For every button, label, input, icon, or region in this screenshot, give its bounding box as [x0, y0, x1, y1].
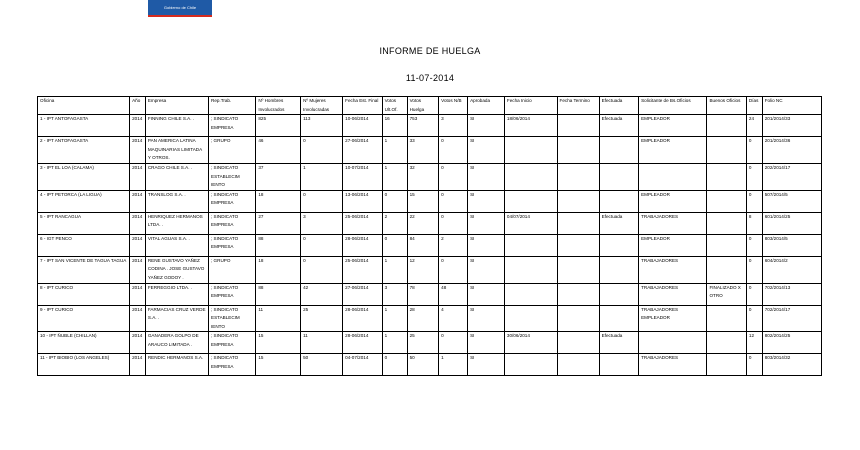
table-cell: GANADERA GOLPO DE ARAUCO LIMITADA .	[145, 332, 208, 354]
table-cell: 0	[439, 212, 468, 234]
table-cell: 0	[746, 163, 762, 190]
table-cell: 13-06/2014	[343, 190, 382, 212]
table-cell: 9 - IPT CURICO	[38, 305, 130, 332]
table-row	[38, 354, 822, 376]
table-cell: 27	[256, 212, 301, 234]
table-cell: 28-06/2014	[343, 305, 382, 332]
table-cell: 0	[301, 256, 343, 283]
table-cell: 0	[746, 354, 762, 376]
table-cell: ; GRUPO	[209, 256, 256, 283]
table-row	[38, 115, 822, 137]
column-header: Votos N/B	[439, 97, 468, 115]
table-cell	[599, 234, 638, 256]
table-cell	[707, 256, 746, 283]
table-cell: PAN AMERICA LATINA MAQUINARIAS LIMITADA Y OTROS.	[145, 137, 208, 164]
table-cell: 22	[407, 212, 439, 234]
table-cell: RENDIC HERMANOS S.A.	[145, 354, 208, 376]
table-cell	[557, 115, 599, 137]
table-cell: SI	[468, 332, 505, 354]
table-cell: 3 - IPT EL LOA (CALAMA)	[38, 163, 130, 190]
table-row	[38, 283, 822, 305]
table-cell: 0	[439, 256, 468, 283]
table-cell: Efectuada	[599, 115, 638, 137]
table-cell: 202/2014/17	[762, 163, 821, 190]
table-cell: 0	[301, 137, 343, 164]
table-cell: SI	[468, 163, 505, 190]
table-cell: 113	[301, 115, 343, 137]
table-cell: 28-06/2014	[343, 234, 382, 256]
table-cell	[504, 256, 557, 283]
table-cell: 2014	[130, 305, 146, 332]
table-cell: 78	[407, 283, 439, 305]
table-cell: 0	[746, 305, 762, 332]
table-cell: 2014	[130, 115, 146, 137]
table-cell	[557, 332, 599, 354]
table-cell: 10-06/2014	[343, 115, 382, 137]
column-header: Fecha Inicio	[504, 97, 557, 115]
table-cell: TRABAJADORES EMPLEADOR	[639, 305, 707, 332]
table-cell: 7 - IPT SAN VICENTE DE TAGUA TAGUA	[38, 256, 130, 283]
table-cell: 28	[407, 305, 439, 332]
table-cell: TRABAJADORES	[639, 283, 707, 305]
table-row	[38, 332, 822, 354]
table-cell: 10 - IPT ÑUBLE (CHILLAN)	[38, 332, 130, 354]
table-cell: 50	[407, 354, 439, 376]
table-cell: 18/06/2014	[504, 115, 557, 137]
table-cell: 2014	[130, 354, 146, 376]
table-cell: SI	[468, 190, 505, 212]
table-cell: 0	[382, 190, 407, 212]
table-cell: TRABAJADORES	[639, 354, 707, 376]
table-cell	[557, 137, 599, 164]
table-cell: 6 - IGT PENCO	[38, 234, 130, 256]
table-cell	[599, 305, 638, 332]
column-header: Oficina	[38, 97, 130, 115]
column-header: Fecha Termino	[557, 97, 599, 115]
table-cell: ; SINDICATO EMPRESA	[209, 234, 256, 256]
table-cell: 2	[439, 234, 468, 256]
table-cell: 803/2014/5	[762, 234, 821, 256]
table-cell: 8 - IPT CURICO	[38, 283, 130, 305]
column-header: Rep.Trab.	[209, 97, 256, 115]
table-header-row	[38, 97, 822, 115]
table-cell: 0	[439, 190, 468, 212]
table-cell: 25	[301, 305, 343, 332]
table-cell: 0	[746, 283, 762, 305]
table-cell	[557, 305, 599, 332]
table-cell	[504, 234, 557, 256]
column-header: Empresa	[145, 97, 208, 115]
table-cell	[599, 256, 638, 283]
table-cell: 27-06/2014	[343, 137, 382, 164]
table-cell: 1	[301, 163, 343, 190]
table-cell	[557, 234, 599, 256]
table-cell	[504, 283, 557, 305]
table-cell: ; SINDICATO EMPRESA	[209, 354, 256, 376]
table-cell: 0	[439, 137, 468, 164]
table-cell: 1	[382, 163, 407, 190]
table-cell: 753	[407, 115, 439, 137]
table-cell: ; SINDICATO ESTABLECIM IENTO	[209, 163, 256, 190]
table-cell: 18	[256, 190, 301, 212]
table-cell	[599, 137, 638, 164]
table-cell: 84	[407, 234, 439, 256]
table-cell	[707, 305, 746, 332]
table-cell	[504, 354, 557, 376]
table-cell: 10-07/2014	[343, 163, 382, 190]
table-cell: FERREGGIO LTDA. .	[145, 283, 208, 305]
table-cell: 702/2014/17	[762, 305, 821, 332]
table-cell: 825	[256, 115, 301, 137]
column-header: Efectuada	[599, 97, 638, 115]
table-cell: 50	[301, 354, 343, 376]
table-cell: 803/2014/32	[762, 354, 821, 376]
table-cell: FINALIZADO X OTRO	[707, 283, 746, 305]
table-cell: 2014	[130, 256, 146, 283]
table-cell: 1	[382, 137, 407, 164]
table-cell: 11	[256, 305, 301, 332]
table-cell: 25-06/2014	[343, 256, 382, 283]
table-cell: 33	[407, 137, 439, 164]
table-cell: 24	[746, 115, 762, 137]
table-cell: SI	[468, 137, 505, 164]
table-cell: 0	[746, 256, 762, 283]
column-header: Folio NC	[762, 97, 821, 115]
table-row	[38, 256, 822, 283]
column-header: Nº Mujeres Involucradas	[301, 97, 343, 115]
table-cell: 15	[256, 332, 301, 354]
table-cell	[504, 137, 557, 164]
table-cell: 507/2014/5	[762, 190, 821, 212]
table-row	[38, 163, 822, 190]
table-cell: 4	[439, 305, 468, 332]
table-cell	[707, 137, 746, 164]
table-cell: 37	[256, 163, 301, 190]
table-cell	[707, 234, 746, 256]
table-cell	[557, 256, 599, 283]
logo-flag-stripe	[148, 15, 212, 17]
table-cell: 0	[439, 163, 468, 190]
table-cell: 3	[439, 115, 468, 137]
table-cell	[639, 163, 707, 190]
table-cell: FARMACIAS CRUZ VERDE S.A. .	[145, 305, 208, 332]
table-cell: Efectuada	[599, 212, 638, 234]
table-cell: 11 - IPT BIOBIO (LOS ANGELES)	[38, 354, 130, 376]
column-header: Buenos Oficios	[707, 97, 746, 115]
table-cell	[599, 190, 638, 212]
table-cell: SI	[468, 234, 505, 256]
table-cell	[557, 190, 599, 212]
table-cell: 8	[746, 212, 762, 234]
report-title: INFORME DE HUELGA	[379, 46, 481, 56]
table-cell: 28-06/2014	[343, 332, 382, 354]
table-cell: TRABAJADORES	[639, 256, 707, 283]
table-cell: 2014	[130, 163, 146, 190]
table-cell: 30/06/2014	[504, 332, 557, 354]
table-cell	[707, 190, 746, 212]
table-cell: SI	[468, 354, 505, 376]
table-cell	[557, 283, 599, 305]
table-cell: ; SINDICATO EMPRESA	[209, 115, 256, 137]
table-cell: SI	[468, 256, 505, 283]
table-cell: EMPLEADOR	[639, 190, 707, 212]
table-cell: 2014	[130, 212, 146, 234]
table-cell	[504, 305, 557, 332]
table-cell: Efectuada	[599, 332, 638, 354]
table-cell: 0	[439, 332, 468, 354]
table-cell: TRANSLOG S.A. .	[145, 190, 208, 212]
column-header: Fecha Est. Final	[343, 97, 382, 115]
table-cell: RENE GUSTAVO YAÑEZ CODINA . JOSE GUSTAVO YAÑEZ GODOY .	[145, 256, 208, 283]
table-cell: 2	[382, 212, 407, 234]
table-cell: 604/2014/2	[762, 256, 821, 283]
table-cell: 1 - IPT ANTOFAGASTA	[38, 115, 130, 137]
report-date: 11-07-2014	[405, 73, 455, 83]
table-cell: 2014	[130, 190, 146, 212]
table-cell: SI	[468, 283, 505, 305]
table-cell: 88	[256, 283, 301, 305]
strike-report-table	[37, 96, 822, 376]
table-cell: 2014	[130, 283, 146, 305]
table-cell: 88	[256, 234, 301, 256]
table-cell: 12	[407, 256, 439, 283]
table-cell: ; SINDICATO EMPRESA	[209, 190, 256, 212]
table-cell	[557, 163, 599, 190]
table-cell: 04/07/2014	[504, 212, 557, 234]
table-cell: 1	[439, 354, 468, 376]
table-cell: 15	[407, 190, 439, 212]
table-cell: 15	[256, 354, 301, 376]
table-cell: 18	[256, 256, 301, 283]
table-cell: 1	[382, 332, 407, 354]
table-row	[38, 234, 822, 256]
table-cell: 16	[382, 115, 407, 137]
table-cell	[557, 354, 599, 376]
table-cell: 4 - IPT PETORCA (LA LIGUA)	[38, 190, 130, 212]
table-row	[38, 137, 822, 164]
table-cell: 1	[382, 305, 407, 332]
table-cell	[707, 212, 746, 234]
table-cell: 46	[256, 137, 301, 164]
table-cell: 2014	[130, 332, 146, 354]
table-cell: EMPLEADOR	[639, 115, 707, 137]
table-cell	[599, 283, 638, 305]
table-cell	[639, 332, 707, 354]
table-cell: 42	[301, 283, 343, 305]
table-cell: SI	[468, 212, 505, 234]
table-cell: ; SINDICATO EMPRESA	[209, 212, 256, 234]
table-cell: 0	[746, 190, 762, 212]
table-cell: 12	[746, 332, 762, 354]
table-cell: EMPLEADOR	[639, 137, 707, 164]
table-cell: ; GRUPO	[209, 137, 256, 164]
table-cell: 0	[382, 354, 407, 376]
table-row	[38, 305, 822, 332]
table-cell: 27-06/2014	[343, 283, 382, 305]
table-cell: CRAGO CHILE S.A. .	[145, 163, 208, 190]
table-cell: 2014	[130, 234, 146, 256]
table-cell: EMPLEADOR	[639, 234, 707, 256]
table-cell: 3	[382, 283, 407, 305]
table-cell: 5 - IPT RANCAGUA	[38, 212, 130, 234]
table-cell: TRABAJADORES	[639, 212, 707, 234]
table-cell: 702/2014/13	[762, 283, 821, 305]
column-header: Votos Huelga	[407, 97, 439, 115]
logo-text: Gobierno de Chile	[163, 5, 197, 10]
table-row	[38, 190, 822, 212]
column-header: Solicitante de Bs.Oficios	[639, 97, 707, 115]
table-cell	[707, 115, 746, 137]
table-cell: 0	[301, 190, 343, 212]
table-cell: ; SINDICATO EMPRESA	[209, 332, 256, 354]
table-cell	[707, 354, 746, 376]
column-header: Año	[130, 97, 146, 115]
table-cell: HENRIQUEZ HERMANOS LTDA. .	[145, 212, 208, 234]
table-cell: 0	[746, 234, 762, 256]
table-cell: 04-07/2014	[343, 354, 382, 376]
table-cell: 601/2014/25	[762, 212, 821, 234]
table-cell: 0	[382, 234, 407, 256]
table-cell	[599, 163, 638, 190]
table-cell	[599, 354, 638, 376]
table-cell: 11	[301, 332, 343, 354]
table-cell: 1	[382, 256, 407, 283]
table-cell: 802/2014/25	[762, 332, 821, 354]
column-header: Nº Hombres Involucrados	[256, 97, 301, 115]
table-cell: SI	[468, 115, 505, 137]
table-cell: 32	[407, 163, 439, 190]
table-cell	[504, 190, 557, 212]
table-cell: 2014	[130, 137, 146, 164]
column-header: Aprobada	[468, 97, 505, 115]
table-cell	[707, 163, 746, 190]
table-cell: VITAL AGUAS S.A. .	[145, 234, 208, 256]
table-cell	[707, 332, 746, 354]
table-cell: ; SINDICATO EMPRESA	[209, 283, 256, 305]
table-cell: 0	[746, 137, 762, 164]
table-cell: 3	[301, 212, 343, 234]
column-header: Días	[746, 97, 762, 115]
table-cell: ; SINDICATO ESTABLECIM IENTO	[209, 305, 256, 332]
table-cell: SI	[468, 305, 505, 332]
table-cell: 0	[301, 234, 343, 256]
table-cell: 201/2014/36	[762, 137, 821, 164]
table-cell: 25	[407, 332, 439, 354]
column-header: Votos Ult.Of.	[382, 97, 407, 115]
table-cell: 2 - IPT ANTOFAGASTA	[38, 137, 130, 164]
table-cell: FINNING CHILE S.A. .	[145, 115, 208, 137]
table-cell	[557, 212, 599, 234]
table-cell	[504, 163, 557, 190]
table-row	[38, 212, 822, 234]
table-cell: 25-06/2014	[343, 212, 382, 234]
table-cell: 201/2014/33	[762, 115, 821, 137]
table-cell: 48	[439, 283, 468, 305]
